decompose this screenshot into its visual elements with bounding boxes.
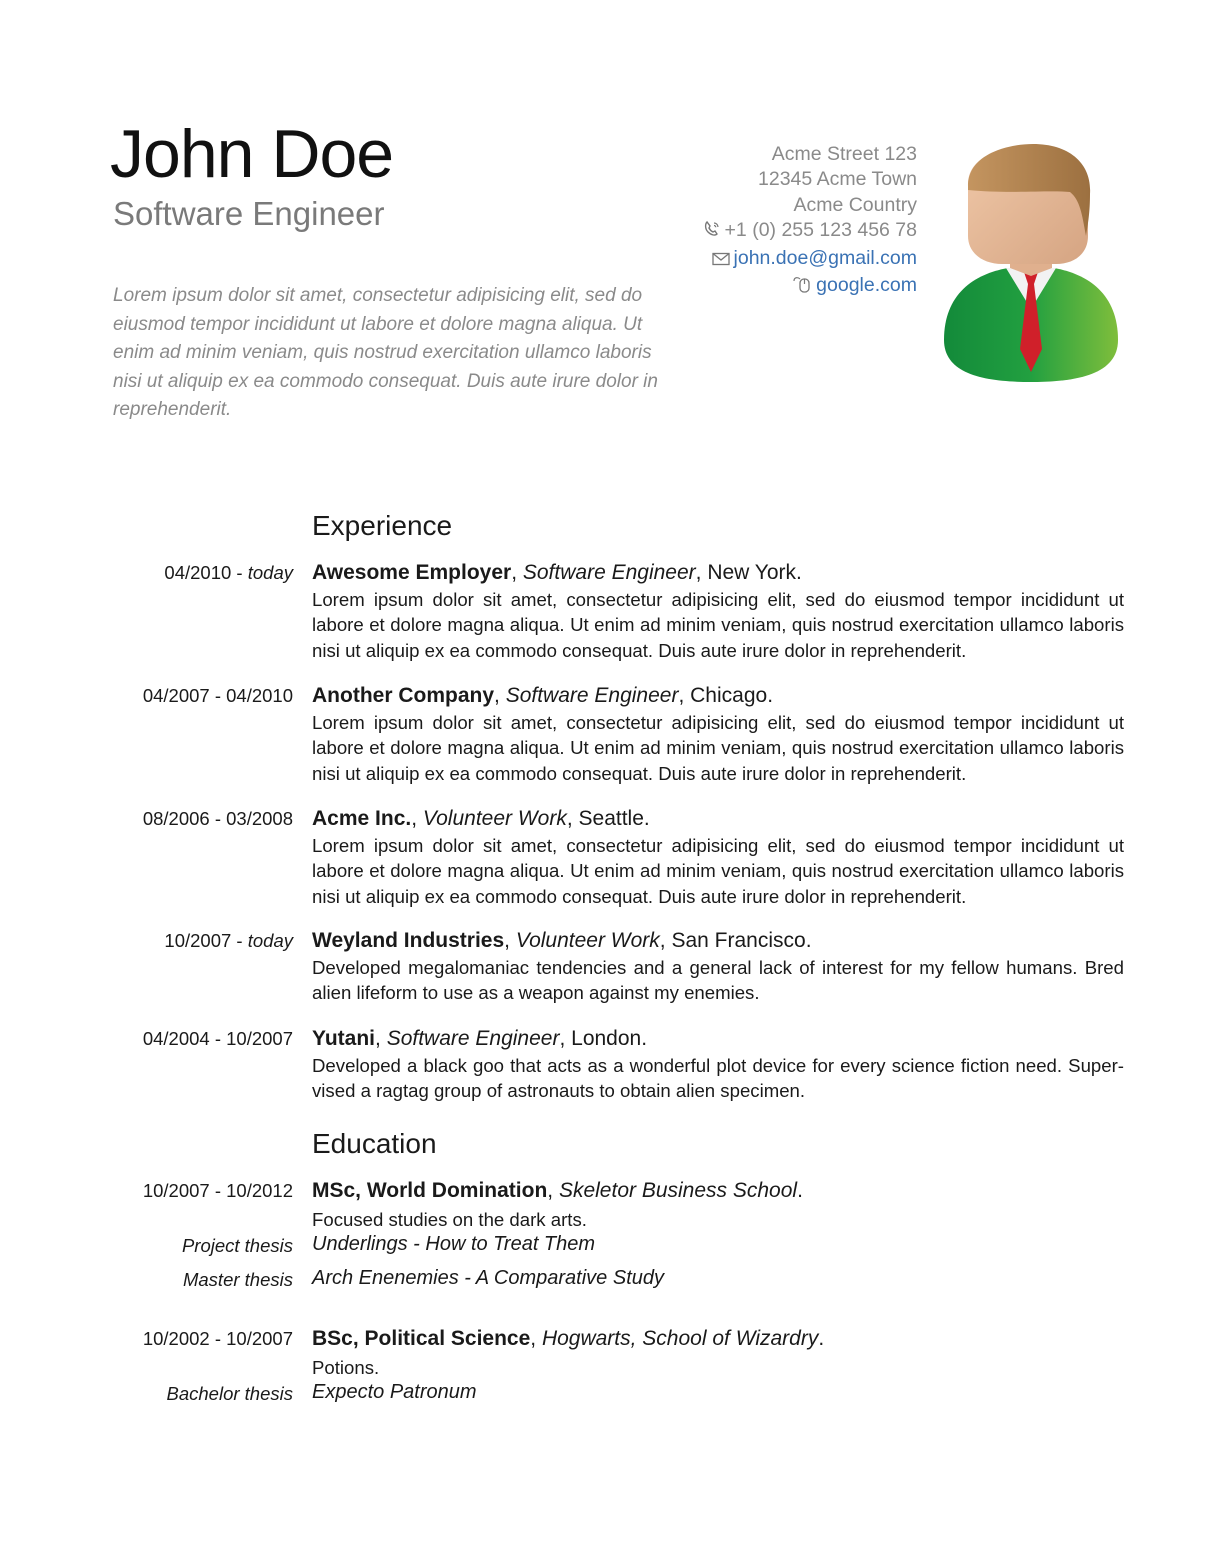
entry-heading: Awesome Employer, Software Engineer, New York. — [312, 561, 802, 584]
thesis-title: Underlings - How to Treat Them — [312, 1233, 596, 1255]
address-line-2: 12345 Acme Town — [758, 168, 917, 191]
entry-date: 10/2007 - today — [164, 930, 293, 951]
entry-description: Focused studies on the dark arts. — [312, 1209, 587, 1230]
entry-description: Developed megalomaniac tendencies and a general lack of interest for my fellow humans. Bred alien lifeform to use as a weapon against my enemies. — [312, 957, 1124, 1004]
email-link[interactable]: john.doe@gmail.com — [733, 246, 917, 269]
thesis-label: Bachelor thesis — [166, 1383, 293, 1404]
thesis-label: Project thesis — [181, 1235, 293, 1256]
entry-description: Potions. — [312, 1357, 380, 1378]
email-row[interactable] — [703, 246, 917, 273]
entry-heading: Yutani, Software Engineer, London. — [312, 1027, 648, 1050]
address-line-1: Acme Street 123 — [771, 143, 917, 165]
entry-heading: Acme Inc., Volunteer Work, Seattle. — [312, 807, 650, 830]
entry-heading: MSc, World Domination, Skeletor Business School. — [312, 1179, 803, 1202]
entry-date: 04/2004 - 10/2007 — [142, 1028, 293, 1049]
phone-number: +1 (0) 255 123 456 78 — [724, 219, 917, 242]
mouse-icon — [792, 275, 812, 300]
website-row[interactable] — [703, 273, 917, 300]
entry-date: 04/2010 - today — [164, 562, 293, 583]
education-heading: Education — [312, 1128, 437, 1159]
cv-summary-quote: Lorem ipsum dolor sit amet, consectetur adipisicing elit, sed do eiusmod tempor incididunt ut labore et dolore magna aliqua. Ut enim ad minim veniam, quis nostrud exercitation ullamco laboris nisi ut aliquip ex ea commodo consequat. Duis aute irure dolor in reprehenderit. — [113, 285, 658, 421]
thesis-title: Expecto Patronum — [312, 1381, 477, 1403]
address-line-3: Acme Country — [793, 193, 917, 216]
entry-heading: BSc, Political Science, Hogwarts, School of Wizardry. — [312, 1327, 825, 1350]
entry-description: Lorem ipsum dolor sit amet, consectetur adipisicing elit, sed do eiusmod tempor incididunt ut labore et dolore magna aliqua. Ut enim ad minim veniam, quis nostrud exercitation ullamco laboris nisi ut aliquip ex ea commodo consequat. Duis aute irure dolor in reprehenderit. — [312, 589, 1124, 661]
phone-icon — [703, 220, 721, 245]
contact-block — [703, 142, 917, 300]
entry-description: Lorem ipsum dolor sit amet, consectetur adipisicing elit, sed do eiusmod tempor incididunt ut labore et dolore magna aliqua. Ut enim ad minim veniam, quis nostrud exercitation ullamco laboris nisi ut aliquip ex ea commodo consequat. Duis aute irure dolor in reprehenderit. — [312, 712, 1124, 784]
entry-date: 10/2007 - 10/2012 — [142, 1180, 293, 1201]
entry-description: Lorem ipsum dolor sit amet, consectetur adipisicing elit, sed do eiusmod tempor incididunt ut labore et dolore magna aliqua. Ut enim ad minim veniam, quis nostrud exercitation ullamco laboris nisi ut aliquip ex ea commodo consequat. Duis aute irure dolor in reprehenderit. — [312, 835, 1124, 907]
entry-description: Developed a black goo that acts as a wonderful plot device for every science fiction need. Supervised a ragtag group of astronauts to obtain alien specimen. — [312, 1055, 1124, 1102]
entry-date: 04/2007 - 04/2010 — [142, 685, 293, 706]
thesis-label: Master thesis — [182, 1269, 293, 1290]
cv-job-title: Software Engineer — [113, 195, 385, 232]
thesis-title: Arch Enenemies - A Comparative Study — [312, 1267, 665, 1289]
cv-name: John Doe — [110, 116, 394, 192]
entry-heading: Weyland Industries, Volunteer Work, San Francisco. — [312, 929, 812, 952]
entry-date: 10/2002 - 10/2007 — [142, 1328, 293, 1349]
person-avatar-icon — [938, 144, 1124, 384]
envelope-icon — [712, 248, 730, 273]
website-link[interactable]: google.com — [816, 274, 917, 297]
experience-heading: Experience — [312, 510, 453, 541]
phone-row — [703, 218, 917, 245]
entry-date: 08/2006 - 03/2008 — [142, 808, 293, 829]
entry-heading: Another Company, Software Engineer, Chicago. — [312, 684, 774, 707]
